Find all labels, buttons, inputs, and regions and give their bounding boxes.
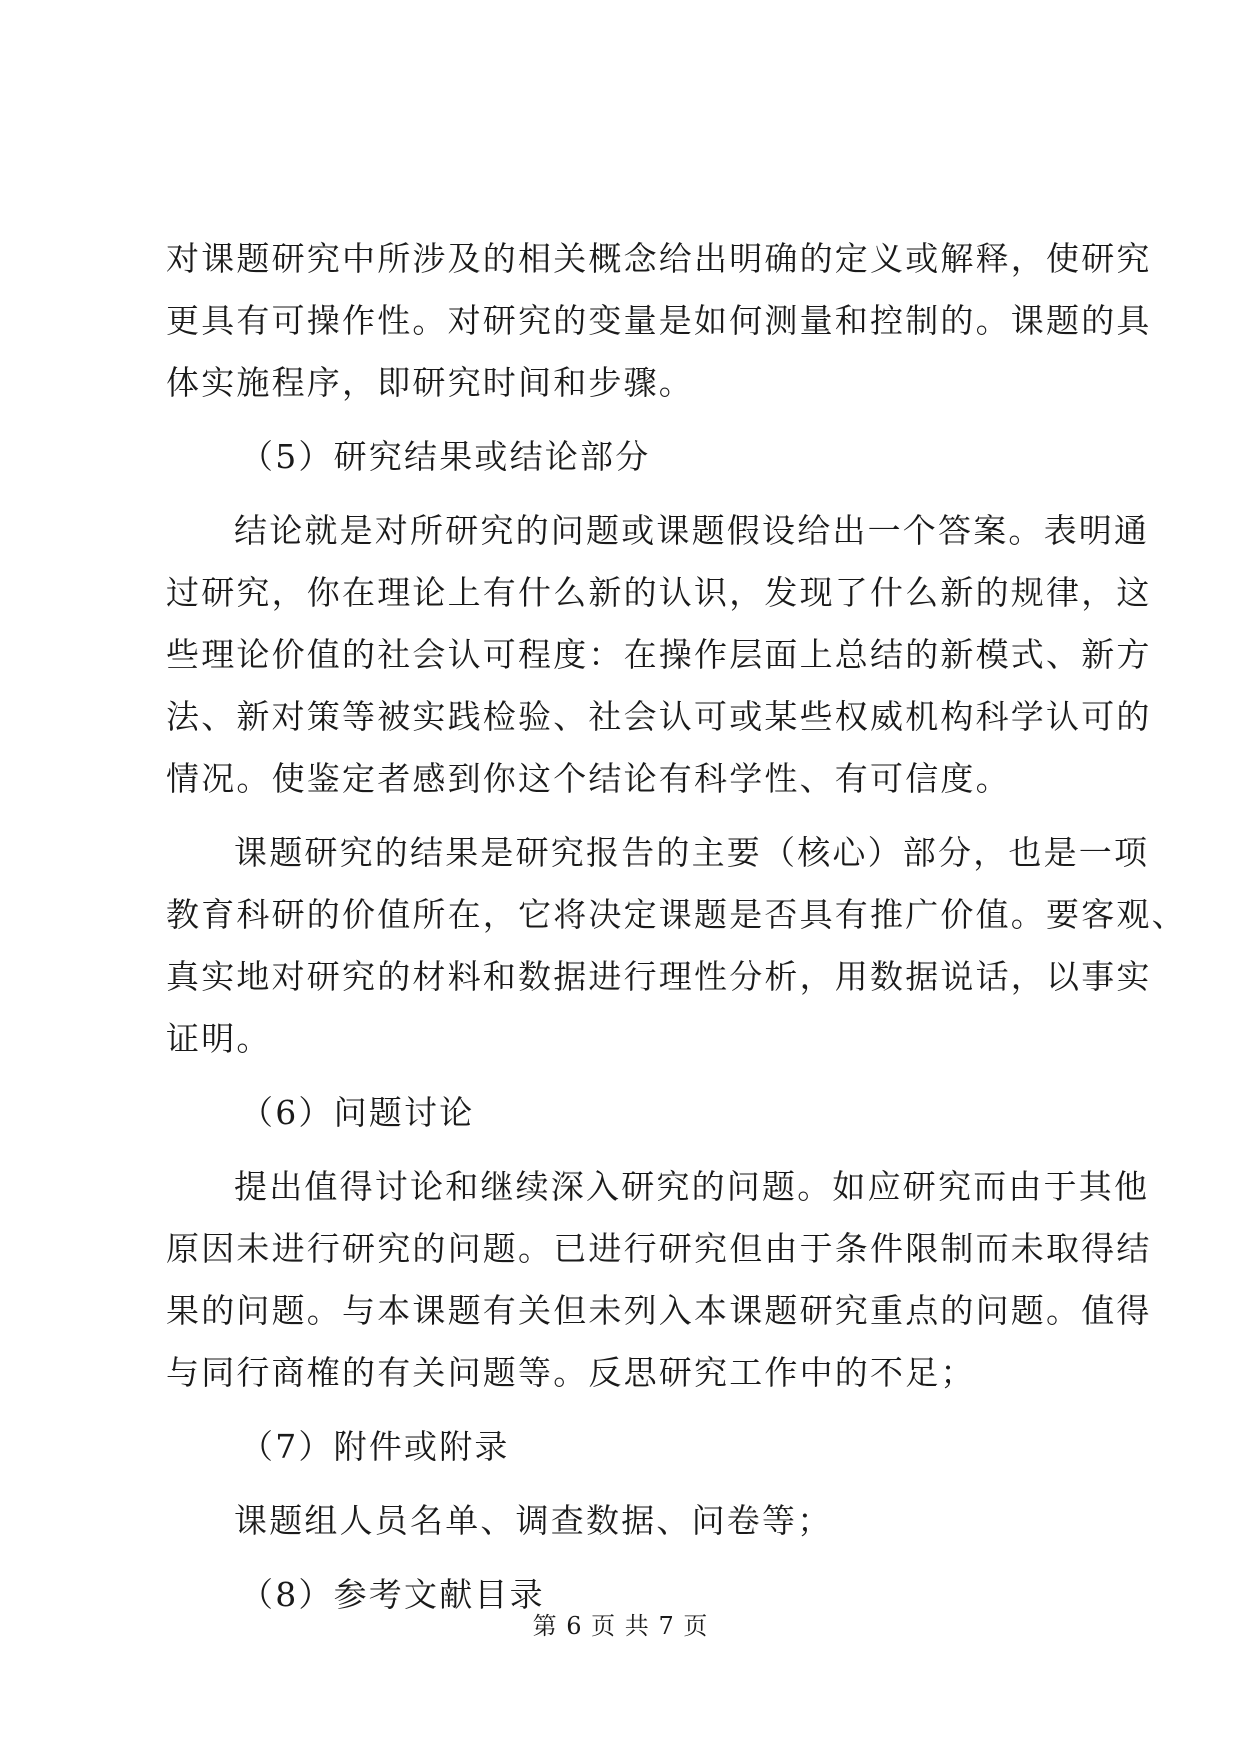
text-line: 情况。使鉴定者感到你这个结论有科学性、有可信度。 (166, 759, 1011, 798)
text-line: 课题研究的结果是研究报告的主要（核心）部分，也是一项 (234, 833, 1150, 872)
document-body (166, 228, 1187, 1626)
text-line: 教育科研的价值所在，它将决定课题是否具有推广价值。要客观、 (166, 895, 1187, 934)
section-heading: （5）研究结果或结论部分 (240, 437, 651, 476)
text-line: 体实施程序，即研究时间和步骤。 (166, 363, 694, 402)
text-line: 原因未进行研究的问题。已进行研究但由于条件限制而未取得结 (166, 1229, 1152, 1268)
text-line: 提出值得讨论和继续深入研究的问题。如应研究而由于其他 (234, 1167, 1150, 1206)
paragraph (166, 1490, 1078, 1552)
text-line: 与同行商榷的有关问题等。反思研究工作中的不足； (166, 1353, 976, 1392)
section-heading: （6）问题讨论 (240, 1093, 475, 1132)
page-number-footer: 第 6 页 共 7 页 (532, 1612, 709, 1640)
paragraph (166, 228, 1152, 414)
text-line: 证明。 (166, 1019, 272, 1058)
text-line: 些理论价值的社会认可程度：在操作层面上总结的新模式、新方 (166, 635, 1152, 674)
paragraph (166, 1156, 1152, 1404)
text-line: 真实地对研究的材料和数据进行理性分析，用数据说话，以事实 (166, 957, 1152, 996)
text-line: 对课题研究中所涉及的相关概念给出明确的定义或解释，使研究 (166, 239, 1152, 278)
section-heading: （8）参考文献目录 (240, 1575, 545, 1614)
paragraph (166, 822, 1187, 1070)
text-line: 过研究，你在理论上有什么新的认识，发现了什么新的规律，这 (166, 573, 1152, 612)
text-line: 果的问题。与本课题有关但未列入本课题研究重点的问题。值得 (166, 1291, 1152, 1330)
paragraph (166, 500, 1152, 810)
text-line: 更具有可操作性。对研究的变量是如何测量和控制的。课题的具 (166, 301, 1152, 340)
section-heading: （7）附件或附录 (240, 1427, 510, 1466)
text-line: 课题组人员名单、调查数据、问卷等； (234, 1501, 833, 1540)
text-line: 结论就是对所研究的问题或课题假设给出一个答案。表明通 (234, 511, 1150, 550)
text-line: 法、新对策等被实践检验、社会认可或某些权威机构科学认可的 (166, 697, 1152, 736)
